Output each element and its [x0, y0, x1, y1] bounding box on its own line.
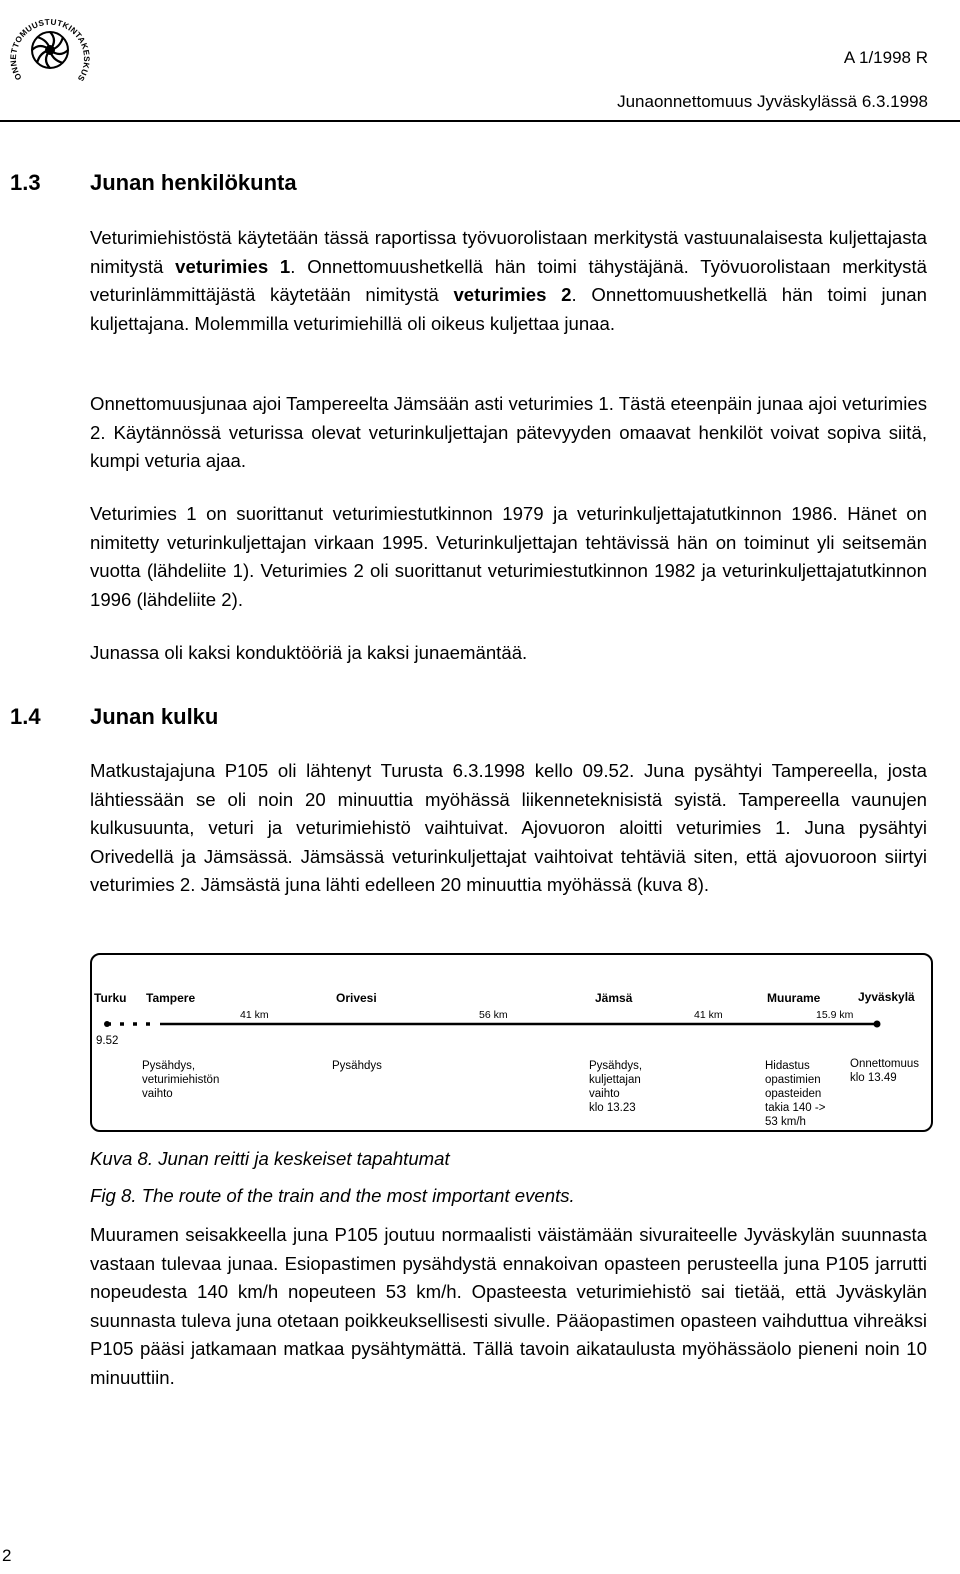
station-label: Orivesi [336, 991, 377, 1005]
bold-term: veturimies 1 [175, 255, 291, 277]
section-number: 1.4 [10, 704, 41, 729]
start-point [104, 1021, 110, 1027]
distance-label: 41 km [240, 1009, 269, 1021]
section-number: 1.3 [10, 170, 41, 195]
figure-caption-en: Fig 8. The route of the train and the most important events. [90, 1185, 575, 1206]
distance-label: 41 km [694, 1009, 723, 1021]
event-line: Pysähdys, [142, 1060, 196, 1072]
event-line: Pysähdys, [589, 1060, 643, 1072]
event-line: vaihto [589, 1088, 620, 1100]
event-line: takia 140 -> [765, 1102, 826, 1114]
event-line: vaihto [142, 1088, 173, 1100]
paragraph: Muuramen seisakkeella juna P105 joutuu normaalisti väistämään sivuraiteelle Jyväskylän suunnasta vastaan tulevaa junaa. Esiopastimen pysähdystä ennakoivan opasteen perusteella juna P105 jarrutti nopeudesta 140 km/h nopeuteen 53 km/h. Opasteesta veturimiehistö sai tietää, että Jyväskylän suunnasta tuleva juna otetaan poikkeuksellisesti sivulle. Pääopastimen opasteen vaihduttua vihreäksi P105 pääsi jatkamaan matkaa pysähtymättä. Tällä tavoin aikataulusta myöhässäolo pieneni noin 10 minuuttiin. [90, 1224, 927, 1388]
event-line: Pysähdys [332, 1060, 382, 1072]
event-line: Onnettomuus [850, 1058, 920, 1070]
event-line: kuljettajan [589, 1074, 641, 1086]
report-code: A 1/1998 R [843, 48, 928, 67]
report-title: Junaonnettomuus Jyväskylässä 6.3.1998 [617, 92, 928, 111]
start-time: 9.52 [96, 1035, 119, 1047]
station-label: Turku [94, 991, 127, 1005]
station-label: Jyväskylä [858, 990, 915, 1004]
event-line: klo 13.23 [589, 1102, 636, 1114]
distance-label: 56 km [479, 1009, 508, 1021]
station-label: Jämsä [595, 991, 633, 1005]
figure-caption-fi: Kuva 8. Junan reitti ja keskeiset tapahtumat [90, 1148, 450, 1169]
bold-term: veturimies 2 [453, 284, 572, 305]
end-point [874, 1021, 881, 1028]
paragraph: Veturimies 1 on suorittanut veturimiestutkinnon 1979 ja veturinkuljettajatutkinnon 1986. Hänet on nimitetty veturinkuljettajan virkaan 1995. Veturinkuljettajan tehtävissä hän on toiminut yli seitsemän vuotta (lähdeliite 1). Veturimies 2 oli suorittanut veturimiestutkinnon 1982 ja veturinkuljettajatutkinnon 1996 (lähdeliite 2). [90, 503, 927, 610]
logo-text: ONNETTOMUUSTUTKINTAKESKUS [8, 17, 92, 83]
paragraph: Junassa oli kaksi konduktööriä ja kaksi junaemäntää. [90, 642, 528, 663]
event-line: klo 13.49 [850, 1072, 897, 1084]
page-number: 2 [2, 1546, 12, 1565]
station-label: Tampere [146, 991, 196, 1005]
event-line: veturimiehistön [142, 1074, 220, 1086]
event-line: 53 km/h [765, 1116, 806, 1128]
event-line: opasteiden [765, 1088, 822, 1100]
paragraph: Matkustajajuna P105 oli lähtenyt Turusta 6.3.1998 kello 09.52. Juna pysähtyi Tampereella, josta lähtiessään se oli noin 20 minuuttia myöhässä liikenneteknisistä syistä. Tampereella vaunujen kulkusuunta, veturi ja veturimiehistö vaihtuivat. Ajovuoron aloitti veturimies 1. Juna pysähtyi Orivedellä ja Jämsässä. Jämsässä veturinkuljettajat vaihtoivat tehtäviä siten, että ajovuoroon siirtyi veturimies 2. Jämsästä juna lähti edelleen 20 minuuttia myöhässä (kuva 8). [90, 760, 927, 895]
section-title: Junan henkilökunta [90, 170, 297, 195]
station-label: Muurame [767, 991, 821, 1005]
paragraph: Onnettomuusjunaa ajoi Tampereelta Jämsään asti veturimies 1. Tästä eteenpäin junaa ajoi veturimies 2. Käytännössä veturissa olevat veturinkuljettajan pätevyyden omaavat henkilöt voivat sopiva siitä, kumpi veturia ajaa. [90, 393, 927, 471]
distance-label: 15.9 km [816, 1009, 854, 1021]
event-line: opastimien [765, 1074, 821, 1086]
event-line: Hidastus [765, 1060, 810, 1072]
ott-logo [0, 0, 100, 100]
paragraph: Veturimiehistöstä käytetään tässä raportissa työvuorolistaan merkitystä vastuunalaisesta kuljettajasta nimitystä veturimies 1. Onnettomuushetkellä hän toimi tähystäjänä. Työvuorolistaan merkitystä veturinlämmittäjästä käytetään nimitystä veturimies 2. Onnettomuushetkellä hän toimi junan kuljettajana. Molemmilla veturimiehillä oli oikeus kuljettaa junaa. [90, 227, 927, 334]
section-title: Junan kulku [90, 704, 219, 729]
route-diagram [90, 953, 933, 1132]
header-divider [0, 120, 960, 122]
